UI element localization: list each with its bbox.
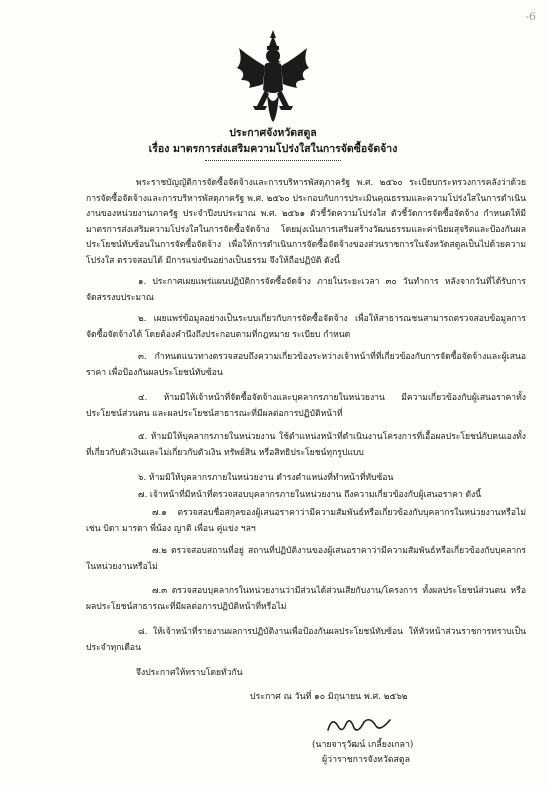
announcement-date: ประกาศ ณ วันที่ ๑๐ มิถุนายน พ.ศ. ๒๕๖๒ (250, 692, 408, 702)
signer-name: (นายจารุวัฒน์ เกลี้ยงเกลา) (312, 740, 414, 750)
measure-item-2: ๒. เผยแพร่ข้อมูลอย่างเป็นระบบเกี่ยวกับการจัดซื้อจัดจ้าง เพื่อให้สาธารณชนสามารถตรวจสอบข้อมูลการจัดซื้อจัดจ้างได้ โดยต้องคำนึงถึงประกอบตามที่กฎหมาย ระเบียบ กำหนด (86, 314, 526, 340)
measure-item-7: ๗. เจ้าหน้าที่มีหน้าที่ตรวจสอบบุคลากรภายในหน่วยงาน ถึงความเกี่ยวข้องกับผู้เสนอราคา ดังนี้ (138, 490, 482, 500)
measure-item-1: ๑. ประกาศเผยแพร่แผนปฏิบัติการจัดซื้อจัดจ้าง ภายในระยะเวลา ๓๐ วันทำการ หลังจากวันที่ได้รับการจัดสรรงบประมาณ (86, 277, 526, 303)
measure-item-4: ๔. ห้ามมิให้เจ้าหน้าที่จัดซื้อจัดจ้างและบุคลากรภายในหน่วยงาน มีความเกี่ยวข้องกับผู้เสนอราคาทั้งประโยชน์ส่วนตน และผลประโยชน์สาธารณะที่มีผลต่อการปฏิบัติหน้าที่ (86, 393, 526, 419)
measure-subitem-7-1: ๗.๑ ตรวจสอบชื่อสกุลของผู้เสนอราคาว่ามีความสัมพันธ์หรือเกี่ยวข้องกับบุคลากรในหน่วยงานหรือไม่ เช่น บิดา มารดา พี่น้อง ญาติ เพื่อน คู่แข่ง ฯลฯ (86, 508, 526, 534)
closing-statement: จึงประกาศให้ทราบโดยทั่วกัน (136, 668, 243, 678)
measure-item-3: ๓. กำหนดแนวทางตรวจสอบถึงความเกี่ยวข้องระหว่างเจ้าหน้าที่ที่เกี่ยวข้องกับการจัดซื้อจัดจ้างและผู้เสนอราคา เพื่อป้องกันผลประโยชน์ทับซ้อน (86, 352, 526, 378)
measure-item-6: ๖. ห้ามมิให้บุคลากรภายในหน่วยงาน ดำรงตำแหน่งที่ทำหน้าที่ทับซ้อน (138, 473, 394, 483)
header-divider (205, 160, 341, 161)
document-subject: เรื่อง มาตรการส่งเสริมความโปร่งใสในการจัดซื้อจัดจ้าง (148, 143, 398, 155)
measure-subitem-7-2: ๗.๒ ตรวจสอบสถานที่อยู่ สถานที่ปฏิบัติงานของผู้เสนอราคาว่ามีความสัมพันธ์หรือเกี่ยวข้องกับบุคลากรในหน่วยงานหรือไม่ (86, 546, 526, 572)
intro-paragraph: พระราชบัญญัติการจัดซื้อจัดจ้างและการบริหารพัสดุภาครัฐ พ.ศ. ๒๕๖๐ ระเบียบกระทรวงการคลังว่าด้วยการจัดซื้อจัดจ้างและการบริหารพัสดุภาครัฐ พ.ศ. ๒๕๖๐ ประกอบกับการประเมินคุณธรรมและความโปร่งใสในการดำเนินงานของหน่วยงานภาครัฐ ประจำปีงบประมาณ พ.ศ. ๒๕๖๑ ตัวชี้วัดความโปร่งใส ตัวชี้วัดการจัดซื้อจัดจ้าง กำหนดให้มีมาตรการส่งเสริมความโปร่งใสในการจัดซื้อจัดจ้าง โดยมุ่งเน้นการเสริมสร้างวัฒนธรรมและค่านิยมสุจริตและป้องกันผลประโยชน์ทับซ้อนในการจัดซื้อจัดจ้าง เพื่อให้การดำเนินการจัดซื้อจัดจ้างของส่วนราชการในจังหวัดสตูลเป็นไปด้วยความโปร่งใส ตรวจสอบได้ มีการแข่งขันอย่างเป็นธรรม จึงให้ถือปฏิบัติ ดังนี้ (86, 178, 526, 266)
measure-item-5: ๕. ห้ามมิให้บุคลากรภายในหน่วยงาน ใช้ตำแหน่งหน้าที่ดำเนินงานโครงการที่เอื้อผลประโยชน์กับตนเองทั้งที่เกี่ยวกับตัวเงินและไม่เกี่ยวกับตัวเงิน ทรัพย์สิน หรือสิทธิประโยชน์ทุกรูปแบบ (86, 432, 526, 458)
garuda-emblem-icon (233, 28, 313, 124)
page-mark: -6 (525, 10, 536, 23)
signer-title: ผู้ว่าราชการจังหวัดสตูล (322, 755, 411, 765)
measure-subitem-7-3: ๗.๓ ตรวจสอบบุคลากรในหน่วยงานว่ามีส่วนได้ส่วนเสียกับงาน/โครงการ ทั้งผลประโยชน์ส่วนตน หรือผลประโยชน์สาธารณะที่มีผลต่อการปฏิบัติหน้าที่หรือไม่ (86, 586, 526, 612)
signature-icon (324, 712, 394, 738)
document-title: ประกาศจังหวัดสตูล (229, 127, 317, 139)
measure-item-8: ๘. ให้เจ้าหน้าที่รายงานผลการปฏิบัติงานเพื่อป้องกันผลประโยชน์ทับซ้อน ให้หัวหน้าส่วนราชการทราบเป็นประจำทุกเดือน (86, 627, 526, 653)
